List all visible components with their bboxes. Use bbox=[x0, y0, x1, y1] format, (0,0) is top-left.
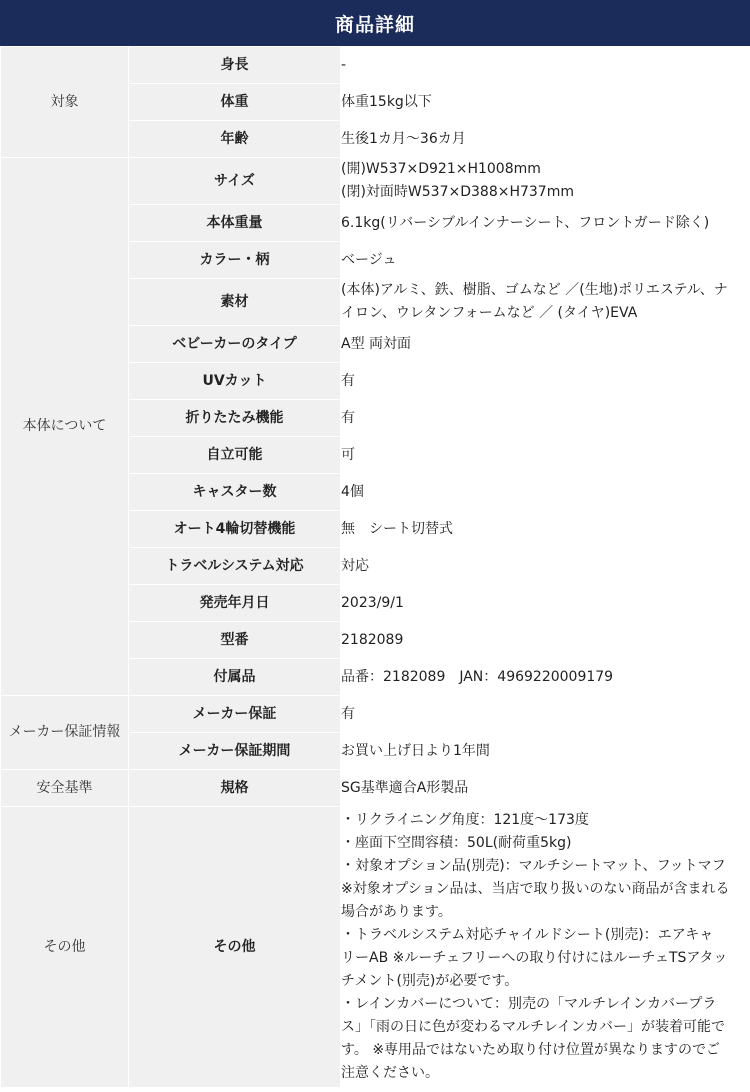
row-value: SG基準適合A形製品 bbox=[341, 770, 750, 807]
table-row bbox=[1, 807, 750, 1088]
row-value: 6.1kg(リバーシブルインナーシート、フロントガード除く) bbox=[341, 205, 750, 242]
row-value: 有 bbox=[341, 363, 750, 400]
table-row bbox=[1, 770, 750, 807]
row-label: 自立可能 bbox=[129, 437, 341, 474]
row-label: メーカー保証 bbox=[129, 696, 341, 733]
row-label: 本体重量 bbox=[129, 205, 341, 242]
row-label: オート4輪切替機能 bbox=[129, 511, 341, 548]
row-label: トラベルシステム対応 bbox=[129, 548, 341, 585]
row-label: キャスター数 bbox=[129, 474, 341, 511]
row-label: ベビーカーのタイプ bbox=[129, 326, 341, 363]
row-label: 身長 bbox=[129, 47, 341, 84]
row-value: ベージュ bbox=[341, 242, 750, 279]
category-cell: 安全基準 bbox=[1, 770, 129, 807]
row-value: 2182089 bbox=[341, 622, 750, 659]
section-header bbox=[0, 0, 750, 46]
row-label: サイズ bbox=[129, 158, 341, 205]
category-cell: 本体について bbox=[1, 158, 129, 696]
row-label: 折りたたみ機能 bbox=[129, 400, 341, 437]
row-value: 有 bbox=[341, 696, 750, 733]
row-value: 対応 bbox=[341, 548, 750, 585]
row-value: 体重15kg以下 bbox=[341, 84, 750, 121]
category-cell: その他 bbox=[1, 807, 129, 1088]
row-value: A型 両対面 bbox=[341, 326, 750, 363]
row-value: - bbox=[341, 47, 750, 84]
row-value: 有 bbox=[341, 400, 750, 437]
row-label: 体重 bbox=[129, 84, 341, 121]
row-value: お買い上げ日より1年間 bbox=[341, 733, 750, 770]
row-value: 品番：2182089 JAN：4969220009179 bbox=[341, 659, 750, 696]
table-row bbox=[1, 47, 750, 84]
table-row bbox=[1, 696, 750, 733]
row-value: ・リクライニング角度：121度～173度 ・座面下空間容積：50L(耐荷重5kg) ・対象オプション品(別売)：マルチシートマット、フットマフ ※対象オプション品は、当店で取り扱いのない商品が含まれる 場合があります。 ・トラベルシステム対応チャイルドシート(別売)：エアキャ リーAB ※ルーチェフリーへの取り付けにはルーチェTSアタッ チメント(別売)が必要です。 ・レインカバーについて：別売の「マルチレインカバープラ ス」「雨の日に色が変わるマルチレインカバー」が装着可能で す。 ※専用品ではないため取り付け位置が異なりますのでご 注意ください。 bbox=[341, 807, 750, 1088]
section-title: 商品詳細 bbox=[334, 13, 415, 36]
row-label: 付属品 bbox=[129, 659, 341, 696]
row-label: メーカー保証期間 bbox=[129, 733, 341, 770]
row-value: 4個 bbox=[341, 474, 750, 511]
row-value: (本体)アルミ、鉄、樹脂、ゴムなど ／(生地)ポリエステル、ナ イロン、ウレタンフォームなど ／ (タイヤ)EVA bbox=[341, 279, 750, 326]
row-label: カラー・柄 bbox=[129, 242, 341, 279]
row-value: 可 bbox=[341, 437, 750, 474]
row-label: 素材 bbox=[129, 279, 341, 326]
table-row bbox=[1, 158, 750, 205]
row-label: 発売年月日 bbox=[129, 585, 341, 622]
product-spec-table bbox=[0, 46, 750, 1088]
row-label: 型番 bbox=[129, 622, 341, 659]
row-label: UVカット bbox=[129, 363, 341, 400]
row-label: その他 bbox=[129, 807, 341, 1088]
row-label: 規格 bbox=[129, 770, 341, 807]
category-cell: 対象 bbox=[1, 47, 129, 158]
category-cell: メーカー保証情報 bbox=[1, 696, 129, 770]
row-value: 2023/9/1 bbox=[341, 585, 750, 622]
row-value: 生後1カ月～36カ月 bbox=[341, 121, 750, 158]
row-value: (開)W537×D921×H1008mm (閉)対面時W537×D388×H737mm bbox=[341, 158, 750, 205]
row-label: 年齢 bbox=[129, 121, 341, 158]
row-value: 無 シート切替式 bbox=[341, 511, 750, 548]
